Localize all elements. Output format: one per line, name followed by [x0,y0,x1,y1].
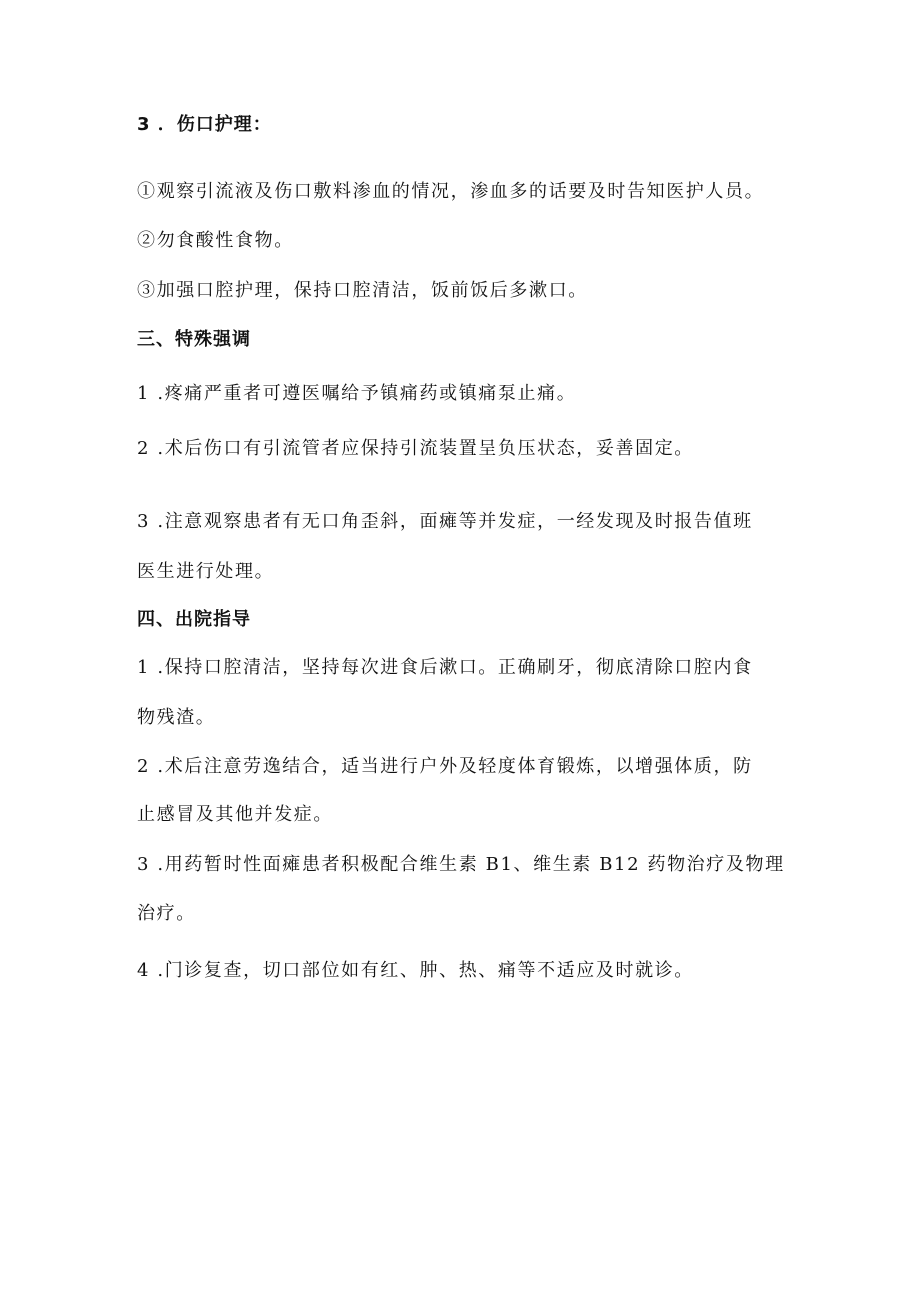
wound-care-heading: 3 ．伤口护理： [137,114,272,135]
wound-care-item-2: ②勿食酸性食物。 [137,230,294,251]
emphasis-item-1: 1 .疼痛严重者可遵医嘱给予镇痛药或镇痛泵止痛。 [137,383,577,404]
emphasis-item-2: 2 .术后伤口有引流管者应保持引流装置呈负压状态，妥善固定。 [137,438,694,459]
discharge-item-2-line-1: 2 .术后注意劳逸结合，适当进行户外及轻度体育锻炼，以增强体质，防 [137,756,753,777]
emphasis-item-3-line-2: 医生进行处理。 [137,561,275,582]
wound-care-item-3: ③加强口腔护理，保持口腔清洁，饭前饭后多漱口。 [137,280,588,301]
discharge-item-1-line-1: 1 .保持口腔清洁，坚持每次进食后漱口。正确刷牙，彻底清除口腔内食 [137,657,753,678]
discharge-item-2-line-2: 止感冒及其他并发症。 [137,804,333,825]
emphasis-item-3-line-1: 3 .注意观察患者有无口角歪斜，面瘫等并发症，一经发现及时报告值班 [137,511,753,532]
discharge-item-3-line-2: 治疗。 [137,903,196,924]
discharge-item-4: 4 .门诊复查，切口部位如有红、肿、热、痛等不适应及时就诊。 [137,960,694,981]
discharge-item-1-line-2: 物残渣。 [137,707,216,728]
discharge-item-3-line-1: 3 .用药暂时性面瘫患者积极配合维生素 B1、维生素 B12 药物治疗及物理 [137,854,785,875]
special-emphasis-heading: 三、特殊强调 [137,329,251,350]
wound-care-item-1: ①观察引流液及伤口敷料渗血的情况，渗血多的话要及时告知医护人员。 [137,181,765,202]
discharge-guidance-heading: 四、出院指导 [137,609,251,630]
